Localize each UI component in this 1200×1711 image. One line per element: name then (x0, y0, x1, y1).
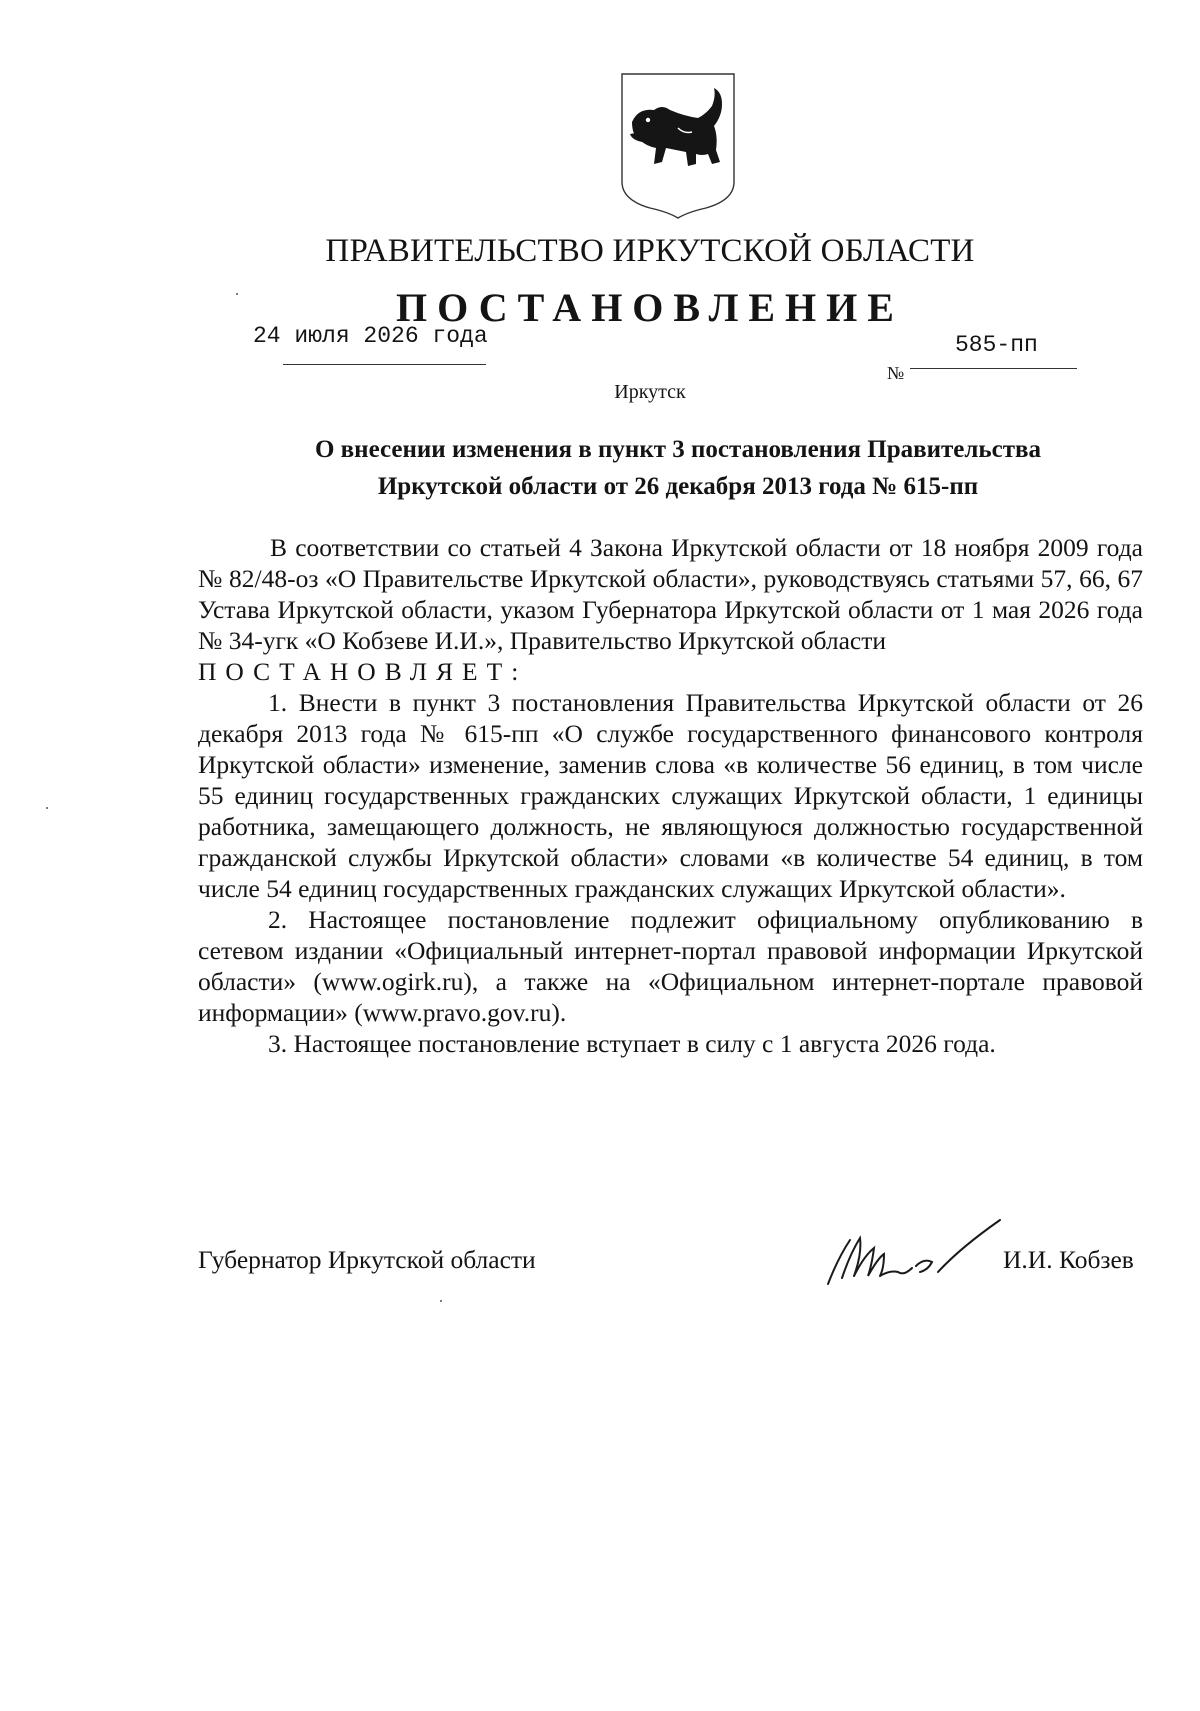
number-underline (910, 368, 1077, 369)
document-type: ПОСТАНОВЛЕНИЕ (396, 285, 904, 330)
date-underline (283, 364, 486, 365)
document-date: 24 июля 2026 года (253, 323, 488, 349)
resolves-heading: ПОСТАНОВЛЯЕТ: (198, 657, 528, 686)
document-subject (198, 431, 1158, 505)
item-paragraph-2: 2. Настоящее постановление подлежит официальному опубликованию в сетевом издании «Официальный интернет-портал правовой информации Иркутской области» (www.ogirk.ru), а также на «Официальном интернет-портале правовой информации» (www.pravo.gov.ru). (198, 905, 1143, 1027)
scan-speck (46, 807, 48, 809)
scan-speck (236, 293, 238, 295)
organization-title: ПРАВИТЕЛЬСТВО ИРКУТСКОЙ ОБЛАСТИ (325, 233, 975, 269)
handwritten-signature-icon (820, 1218, 1005, 1298)
scan-speck (440, 1300, 442, 1302)
subject-line-1: О внесении изменения в пункт 3 постановления Правительства (314, 436, 1041, 463)
item-paragraph-3: 3. Настоящее постановление вступает в силу с 1 августа 2026 года. (268, 1029, 996, 1058)
subject-line-2: Иркутской области от 26 декабря 2013 года № 615-пп (377, 473, 979, 500)
item-paragraph-1: 1. Внести в пункт 3 постановления Правительства Иркутской области от 26 декабря 2013 года № 615-пп «О службе государственного финансового контроля Иркутской области» изменение, заменив слова «в количестве 56 единиц, в том числе 55 единиц государственных гражданских служащих Иркутской области, 1 единицы работника, замещающего должность, не являющуюся должностью государственной гражданской службы Иркутской области» словами «в количестве 54 единиц, в том числе 54 единиц государственных гражданских служащих Иркутской области». (198, 688, 1143, 903)
coat-of-arms-icon (618, 70, 738, 220)
signatory-name: И.И. Кобзев (1003, 1245, 1134, 1274)
document-number: 585-пп (955, 332, 1038, 358)
document-body (198, 532, 1143, 1059)
signatory-title: Губернатор Иркутской области (198, 1245, 536, 1274)
preamble-paragraph: В соответствии со статьей 4 Закона Иркутской области от 18 ноября 2009 года № 82/48-оз «О Правительстве Иркутской области», руководствуясь статьями 57, 66, 67 Устава Иркутской области, указом Губернатора Иркутской области от 1 мая 2026 года № 34-угк «О Кобзеве И.И.», Правительство Иркутской области (198, 533, 1143, 655)
number-sign: № (887, 363, 905, 383)
city-label: Иркутск (614, 381, 686, 403)
